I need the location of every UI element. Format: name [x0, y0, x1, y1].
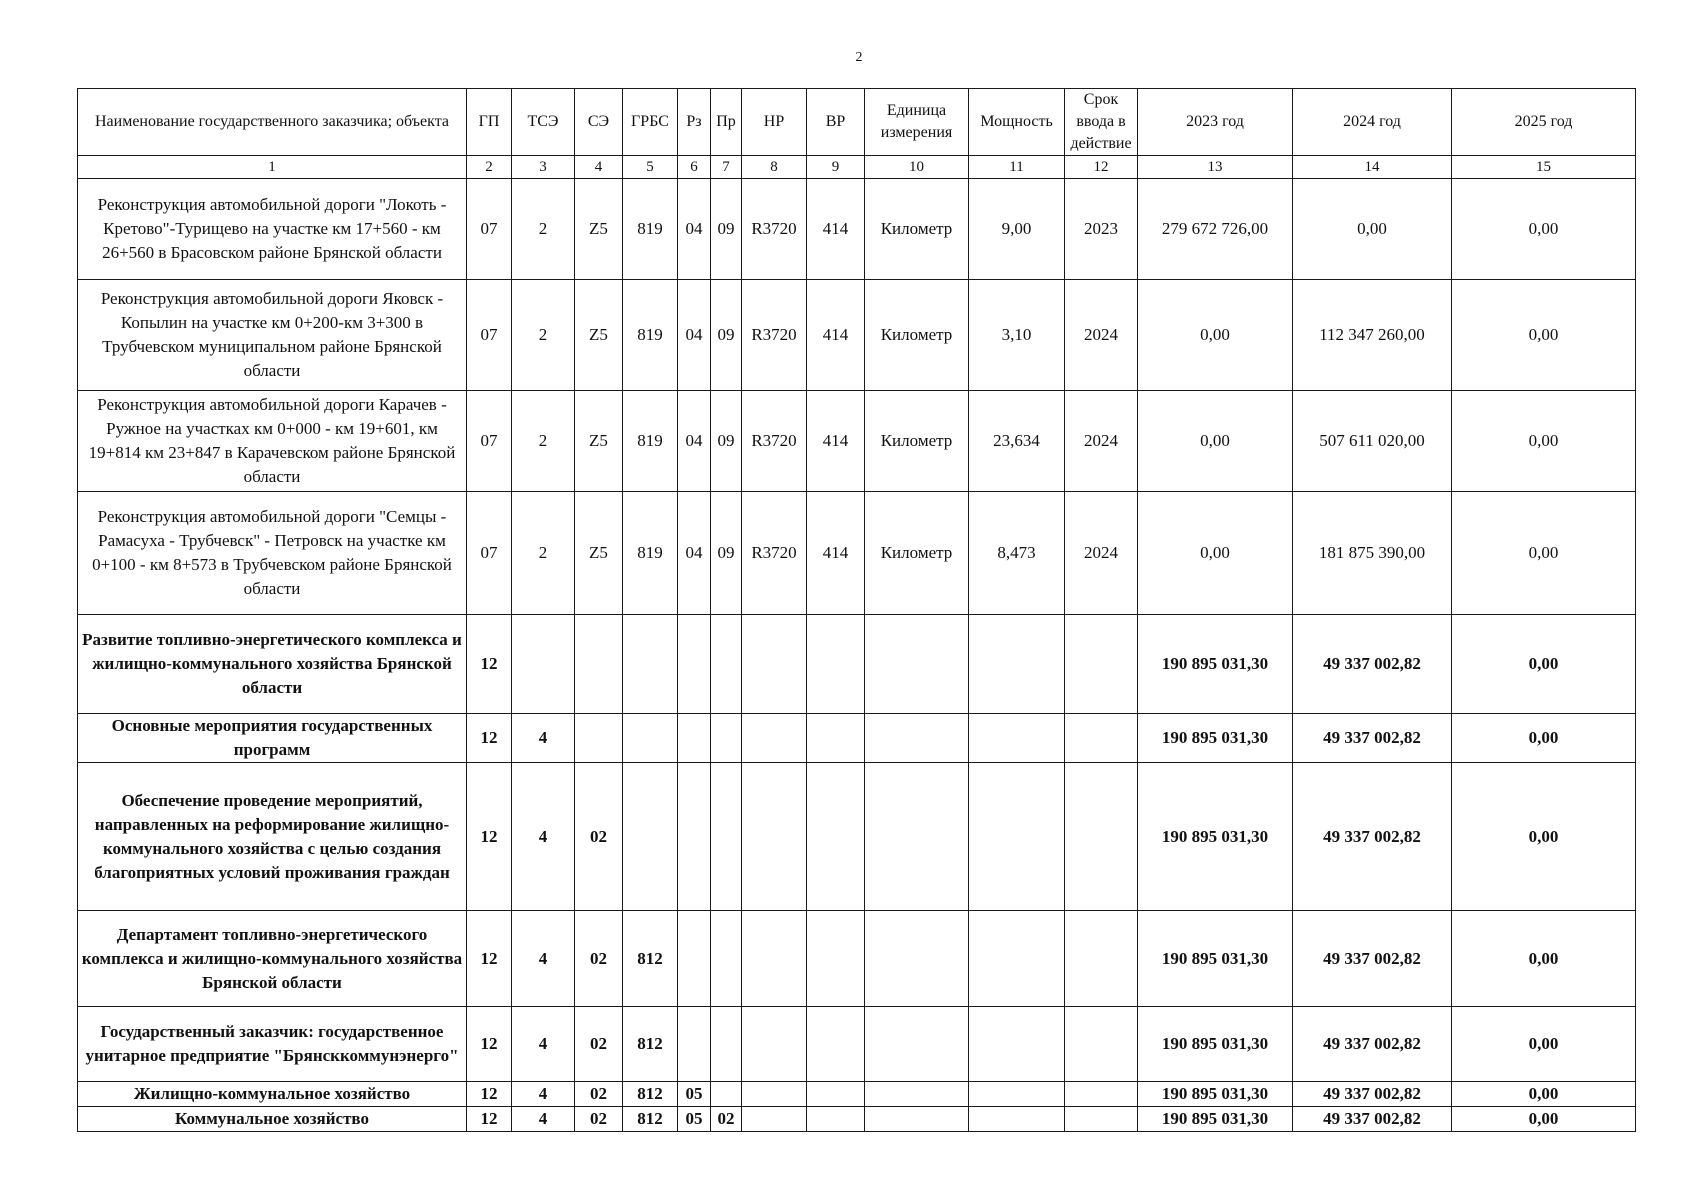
cell-2025: 0,00 — [1452, 391, 1636, 492]
cell-2023: 190 895 031,30 — [1138, 1007, 1293, 1082]
cell-gp: 12 — [467, 1007, 512, 1082]
cell-rz — [678, 763, 711, 911]
cell-2025: 0,00 — [1452, 615, 1636, 714]
cell-term — [1065, 911, 1138, 1007]
cell-vr — [807, 1007, 865, 1082]
table-row — [78, 1007, 1636, 1082]
cell-pr — [711, 1007, 742, 1082]
cell-rz: 04 — [678, 280, 711, 391]
table-row — [78, 391, 1636, 492]
cell-term: 2023 — [1065, 179, 1138, 280]
cell-se: Z5 — [575, 391, 623, 492]
cell-grbs — [623, 714, 678, 763]
cell-pr: 09 — [711, 492, 742, 615]
cell-tse: 2 — [512, 391, 575, 492]
cell-se: 02 — [575, 763, 623, 911]
cell-power — [969, 615, 1065, 714]
cell-unit — [865, 1082, 969, 1107]
cell-2025: 0,00 — [1452, 492, 1636, 615]
cell-rz — [678, 615, 711, 714]
cell-pr — [711, 911, 742, 1007]
cell-2025: 0,00 — [1452, 179, 1636, 280]
cell-2023: 190 895 031,30 — [1138, 1107, 1293, 1132]
cell-grbs: 819 — [623, 179, 678, 280]
cell-gp: 07 — [467, 391, 512, 492]
cell-2023: 190 895 031,30 — [1138, 615, 1293, 714]
cell-2024: 112 347 260,00 — [1293, 280, 1452, 391]
col-number: 15 — [1452, 156, 1636, 179]
cell-vr — [807, 615, 865, 714]
header-unit: Единица измерения — [865, 89, 969, 156]
cell-tse: 2 — [512, 492, 575, 615]
cell-gp: 12 — [467, 911, 512, 1007]
cell-gp: 12 — [467, 1107, 512, 1132]
cell-2023: 190 895 031,30 — [1138, 1082, 1293, 1107]
cell-power — [969, 714, 1065, 763]
cell-tse: 2 — [512, 280, 575, 391]
cell-2025: 0,00 — [1452, 714, 1636, 763]
col-number: 3 — [512, 156, 575, 179]
cell-pr — [711, 1082, 742, 1107]
cell-nr: R3720 — [742, 179, 807, 280]
cell-pr — [711, 714, 742, 763]
cell-2025: 0,00 — [1452, 1082, 1636, 1107]
cell-rz — [678, 911, 711, 1007]
cell-unit — [865, 1007, 969, 1082]
cell-nr — [742, 1107, 807, 1132]
col-number: 14 — [1293, 156, 1452, 179]
header-row — [78, 89, 1636, 156]
cell-power: 8,473 — [969, 492, 1065, 615]
cell-2025: 0,00 — [1452, 280, 1636, 391]
cell-vr — [807, 1107, 865, 1132]
row-name: Обеспечение проведение мероприятий, направленных на реформирование жилищно-коммунального хозяйства с целью создания благоприятных условий проживания граждан — [78, 763, 467, 911]
cell-2023: 279 672 726,00 — [1138, 179, 1293, 280]
col-number: 11 — [969, 156, 1065, 179]
header-term: Срок ввода в действие — [1065, 89, 1138, 156]
cell-2024: 49 337 002,82 — [1293, 1007, 1452, 1082]
cell-se: Z5 — [575, 280, 623, 391]
table-row — [78, 1107, 1636, 1132]
cell-se: 02 — [575, 1107, 623, 1132]
table-row — [78, 763, 1636, 911]
cell-term — [1065, 1007, 1138, 1082]
cell-2024: 49 337 002,82 — [1293, 1107, 1452, 1132]
header-tse: ТСЭ — [512, 89, 575, 156]
cell-grbs: 819 — [623, 391, 678, 492]
cell-gp: 07 — [467, 280, 512, 391]
row-name: Развитие топливно-энергетического комплекса и жилищно-коммунального хозяйства Брянской области — [78, 615, 467, 714]
cell-gp: 12 — [467, 615, 512, 714]
cell-vr: 414 — [807, 492, 865, 615]
cell-2023: 0,00 — [1138, 391, 1293, 492]
cell-se: 02 — [575, 1082, 623, 1107]
row-name: Основные мероприятия государственных программ — [78, 714, 467, 763]
cell-2023: 0,00 — [1138, 280, 1293, 391]
cell-power — [969, 1007, 1065, 1082]
cell-power — [969, 1107, 1065, 1132]
cell-nr — [742, 911, 807, 1007]
header-gp: ГП — [467, 89, 512, 156]
cell-tse: 4 — [512, 1007, 575, 1082]
cell-se: 02 — [575, 1007, 623, 1082]
cell-power: 23,634 — [969, 391, 1065, 492]
cell-2023: 190 895 031,30 — [1138, 714, 1293, 763]
cell-nr — [742, 1007, 807, 1082]
table-row — [78, 179, 1636, 280]
cell-term: 2024 — [1065, 280, 1138, 391]
cell-vr: 414 — [807, 280, 865, 391]
cell-gp: 12 — [467, 1082, 512, 1107]
cell-power — [969, 911, 1065, 1007]
cell-rz: 04 — [678, 179, 711, 280]
col-number: 9 — [807, 156, 865, 179]
cell-term — [1065, 1082, 1138, 1107]
cell-grbs: 819 — [623, 492, 678, 615]
cell-vr — [807, 911, 865, 1007]
cell-gp: 12 — [467, 763, 512, 911]
cell-grbs: 812 — [623, 911, 678, 1007]
cell-nr: R3720 — [742, 280, 807, 391]
cell-pr — [711, 615, 742, 714]
cell-power — [969, 1082, 1065, 1107]
col-number: 8 — [742, 156, 807, 179]
cell-grbs: 812 — [623, 1107, 678, 1132]
cell-2023: 0,00 — [1138, 492, 1293, 615]
cell-vr: 414 — [807, 179, 865, 280]
cell-nr — [742, 763, 807, 911]
col-number: 1 — [78, 156, 467, 179]
cell-pr: 09 — [711, 179, 742, 280]
table-row — [78, 492, 1636, 615]
cell-unit — [865, 763, 969, 911]
cell-tse: 2 — [512, 179, 575, 280]
header-se: СЭ — [575, 89, 623, 156]
col-number: 7 — [711, 156, 742, 179]
cell-2023: 190 895 031,30 — [1138, 763, 1293, 911]
col-number: 2 — [467, 156, 512, 179]
row-name: Реконструкция автомобильной дороги "Локоть - Кретово"-Турищево на участке км 17+560 - км 26+560 в Брасовском районе Брянской области — [78, 179, 467, 280]
cell-unit: Километр — [865, 280, 969, 391]
table-row — [78, 911, 1636, 1007]
cell-unit — [865, 1107, 969, 1132]
cell-rz — [678, 714, 711, 763]
cell-tse: 4 — [512, 1082, 575, 1107]
cell-unit — [865, 714, 969, 763]
cell-term — [1065, 714, 1138, 763]
table-row — [78, 1082, 1636, 1107]
cell-pr: 09 — [711, 391, 742, 492]
cell-tse: 4 — [512, 714, 575, 763]
column-number-row — [78, 156, 1636, 179]
cell-grbs: 812 — [623, 1007, 678, 1082]
cell-se — [575, 714, 623, 763]
cell-se: Z5 — [575, 492, 623, 615]
cell-2024: 181 875 390,00 — [1293, 492, 1452, 615]
cell-nr: R3720 — [742, 492, 807, 615]
row-name: Департамент топливно-энергетического комплекса и жилищно-коммунального хозяйства Брянской области — [78, 911, 467, 1007]
header-2025: 2025 год — [1452, 89, 1636, 156]
cell-unit: Километр — [865, 391, 969, 492]
table-row — [78, 280, 1636, 391]
cell-power: 3,10 — [969, 280, 1065, 391]
cell-pr — [711, 763, 742, 911]
cell-term — [1065, 1107, 1138, 1132]
cell-2025: 0,00 — [1452, 911, 1636, 1007]
cell-rz: 04 — [678, 391, 711, 492]
table-row — [78, 615, 1636, 714]
cell-term: 2024 — [1065, 391, 1138, 492]
header-vr: ВР — [807, 89, 865, 156]
cell-nr — [742, 714, 807, 763]
cell-tse — [512, 615, 575, 714]
cell-2023: 190 895 031,30 — [1138, 911, 1293, 1007]
cell-term: 2024 — [1065, 492, 1138, 615]
cell-2024: 49 337 002,82 — [1293, 714, 1452, 763]
cell-term — [1065, 615, 1138, 714]
cell-pr: 02 — [711, 1107, 742, 1132]
row-name: Реконструкция автомобильной дороги Карачев - Ружное на участках км 0+000 - км 19+601, км 19+814 км 23+847 в Карачевском районе Брянской области — [78, 391, 467, 492]
cell-unit: Километр — [865, 492, 969, 615]
cell-vr — [807, 1082, 865, 1107]
cell-vr — [807, 763, 865, 911]
cell-se: 02 — [575, 911, 623, 1007]
cell-rz: 05 — [678, 1107, 711, 1132]
col-number: 6 — [678, 156, 711, 179]
cell-2025: 0,00 — [1452, 1007, 1636, 1082]
header-2024: 2024 год — [1293, 89, 1452, 156]
row-name: Государственный заказчик: государственное унитарное предприятие "Брянсккоммунэнерго" — [78, 1007, 467, 1082]
header-name: Наименование государственного заказчика; объекта — [78, 89, 467, 156]
cell-2024: 49 337 002,82 — [1293, 763, 1452, 911]
cell-term — [1065, 763, 1138, 911]
cell-2025: 0,00 — [1452, 1107, 1636, 1132]
cell-gp: 12 — [467, 714, 512, 763]
page-number: 2 — [855, 50, 863, 65]
cell-unit — [865, 615, 969, 714]
cell-power: 9,00 — [969, 179, 1065, 280]
cell-se: Z5 — [575, 179, 623, 280]
row-name: Реконструкция автомобильной дороги Яковск - Копылин на участке км 0+200-км 3+300 в Трубчевском муниципальном районе Брянской области — [78, 280, 467, 391]
row-name: Коммунальное хозяйство — [78, 1107, 467, 1132]
cell-nr — [742, 1082, 807, 1107]
cell-2025: 0,00 — [1452, 763, 1636, 911]
col-number: 10 — [865, 156, 969, 179]
cell-2024: 49 337 002,82 — [1293, 911, 1452, 1007]
cell-rz: 05 — [678, 1082, 711, 1107]
cell-unit — [865, 911, 969, 1007]
table-row — [78, 714, 1636, 763]
cell-tse: 4 — [512, 911, 575, 1007]
cell-2024: 49 337 002,82 — [1293, 615, 1452, 714]
header-pr: Пр — [711, 89, 742, 156]
header-power: Мощность — [969, 89, 1065, 156]
budget-table — [77, 88, 1636, 1132]
col-number: 12 — [1065, 156, 1138, 179]
cell-gp: 07 — [467, 492, 512, 615]
cell-2024: 507 611 020,00 — [1293, 391, 1452, 492]
cell-vr: 414 — [807, 391, 865, 492]
cell-nr: R3720 — [742, 391, 807, 492]
header-2023: 2023 год — [1138, 89, 1293, 156]
cell-grbs — [623, 615, 678, 714]
cell-nr — [742, 615, 807, 714]
cell-grbs: 819 — [623, 280, 678, 391]
row-name: Жилищно-коммунальное хозяйство — [78, 1082, 467, 1107]
cell-rz: 04 — [678, 492, 711, 615]
col-number: 13 — [1138, 156, 1293, 179]
cell-tse: 4 — [512, 763, 575, 911]
cell-pr: 09 — [711, 280, 742, 391]
header-grbs: ГРБС — [623, 89, 678, 156]
col-number: 5 — [623, 156, 678, 179]
cell-gp: 07 — [467, 179, 512, 280]
header-nr: НР — [742, 89, 807, 156]
cell-tse: 4 — [512, 1107, 575, 1132]
cell-rz — [678, 1007, 711, 1082]
row-name: Реконструкция автомобильной дороги "Семцы - Рамасуха - Трубчевск" - Петровск на участке км 0+100 - км 8+573 в Трубчевском районе Брянской области — [78, 492, 467, 615]
cell-power — [969, 763, 1065, 911]
cell-grbs — [623, 763, 678, 911]
col-number: 4 — [575, 156, 623, 179]
cell-2024: 49 337 002,82 — [1293, 1082, 1452, 1107]
cell-vr — [807, 714, 865, 763]
cell-unit: Километр — [865, 179, 969, 280]
cell-grbs: 812 — [623, 1082, 678, 1107]
cell-2024: 0,00 — [1293, 179, 1452, 280]
cell-se — [575, 615, 623, 714]
header-rz: Рз — [678, 89, 711, 156]
